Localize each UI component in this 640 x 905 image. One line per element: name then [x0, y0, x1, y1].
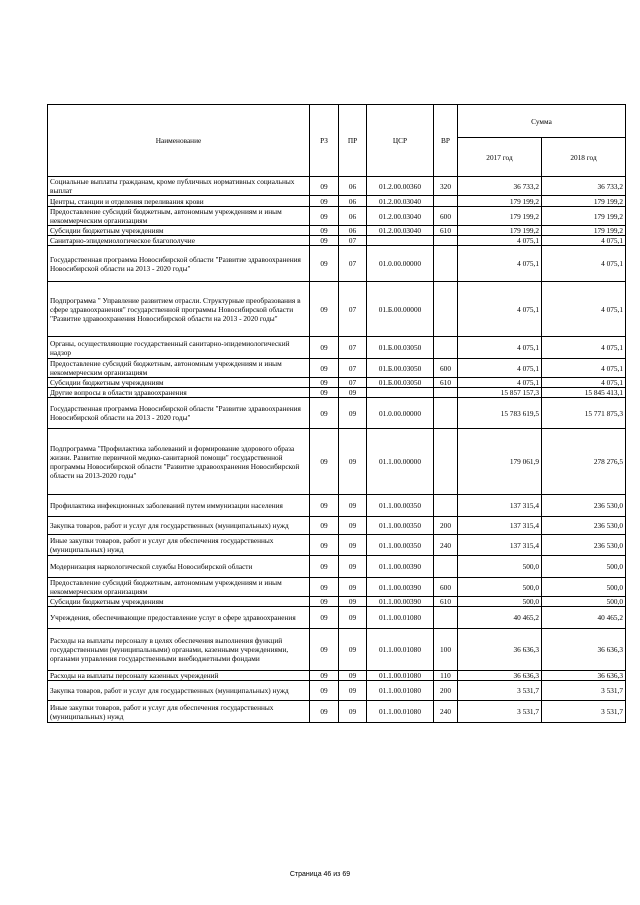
- cell-v2017: 4 075,1: [458, 359, 542, 378]
- cell-v2018: 36 636,3: [542, 629, 626, 671]
- cell-v2018: 4 075,1: [542, 378, 626, 388]
- cell-vr: [434, 495, 458, 517]
- cell-name: Учреждения, обеспечивающие предоставление услуг в сфере здравоохранения: [48, 607, 310, 629]
- cell-csr: 01.1.00.00390: [367, 556, 434, 578]
- cell-vr: [434, 607, 458, 629]
- cell-v2017: 137 315,4: [458, 535, 542, 556]
- cell-v2017: 3 531,7: [458, 701, 542, 723]
- table-row: [48, 177, 626, 196]
- table-row: [48, 556, 626, 578]
- cell-vr: [434, 429, 458, 495]
- cell-v2018: 236 530,0: [542, 535, 626, 556]
- header-vr: ВР: [434, 105, 458, 177]
- cell-rz: 09: [310, 517, 339, 535]
- cell-name: Предоставление субсидий бюджетным, автономным учреждениям и иным некоммерческим организациям: [48, 578, 310, 597]
- cell-name: Подпрограмма " Управление развитием отрасли. Структурные преобразования в сфере здравоохранения" государственной программы Новосибирской области "Развитие здравоохранения Новосибирской области на 2013 - 2020 годы": [48, 282, 310, 337]
- header-csr: ЦСР: [367, 105, 434, 177]
- cell-pr: 09: [339, 429, 367, 495]
- cell-csr: 01.2.00.03040: [367, 196, 434, 207]
- cell-v2018: 4 075,1: [542, 282, 626, 337]
- header-2017: 2017 год: [458, 138, 542, 177]
- table-row: [48, 517, 626, 535]
- cell-v2018: 4 075,1: [542, 337, 626, 359]
- cell-name: Субсидии бюджетным учреждениям: [48, 378, 310, 388]
- cell-vr: 110: [434, 671, 458, 681]
- cell-csr: 01.1.00.01080: [367, 671, 434, 681]
- cell-v2017: 500,0: [458, 556, 542, 578]
- cell-v2017: 179 199,2: [458, 196, 542, 207]
- cell-pr: 07: [339, 337, 367, 359]
- cell-rz: 09: [310, 282, 339, 337]
- table-row: [48, 681, 626, 701]
- cell-v2017: 4 075,1: [458, 246, 542, 282]
- cell-pr: 09: [339, 671, 367, 681]
- cell-rz: 09: [310, 429, 339, 495]
- table-row: [48, 701, 626, 723]
- cell-rz: 09: [310, 681, 339, 701]
- table-row: [48, 282, 626, 337]
- cell-v2017: 137 315,4: [458, 517, 542, 535]
- table-row: [48, 629, 626, 671]
- cell-name: Расходы на выплаты персоналу в целях обеспечения выполнения функций государственными (муниципальными) органами, казенными учреждениями, органами управления государственными внебюджетными фондами: [48, 629, 310, 671]
- cell-v2017: 179 199,2: [458, 207, 542, 226]
- cell-name: Иные закупки товаров, работ и услуг для обеспечения государственных (муниципальных) нужд: [48, 535, 310, 556]
- cell-csr: 01.Б.00.03050: [367, 337, 434, 359]
- cell-vr: [434, 196, 458, 207]
- cell-name: Иные закупки товаров, работ и услуг для обеспечения государственных (муниципальных) нужд: [48, 701, 310, 723]
- cell-csr: 01.Б.00.00000: [367, 282, 434, 337]
- cell-rz: 09: [310, 629, 339, 671]
- cell-name: Предоставление субсидий бюджетным, автономным учреждениям и иным некоммерческим организациям: [48, 359, 310, 378]
- cell-rz: 09: [310, 535, 339, 556]
- cell-vr: 200: [434, 681, 458, 701]
- cell-rz: 09: [310, 671, 339, 681]
- cell-pr: 09: [339, 556, 367, 578]
- cell-v2018: 179 199,2: [542, 207, 626, 226]
- table-row: [48, 207, 626, 226]
- table-row: [48, 226, 626, 236]
- cell-vr: 610: [434, 597, 458, 607]
- cell-pr: 07: [339, 359, 367, 378]
- cell-rz: 09: [310, 607, 339, 629]
- cell-vr: [434, 236, 458, 246]
- table-row: [48, 398, 626, 429]
- cell-vr: [434, 398, 458, 429]
- cell-pr: 09: [339, 681, 367, 701]
- cell-pr: 06: [339, 196, 367, 207]
- header-sum: Сумма: [458, 105, 626, 138]
- cell-v2018: 3 531,7: [542, 681, 626, 701]
- cell-v2018: 500,0: [542, 597, 626, 607]
- cell-v2017: 15 783 619,5: [458, 398, 542, 429]
- table-row: [48, 378, 626, 388]
- cell-vr: [434, 337, 458, 359]
- cell-pr: 09: [339, 701, 367, 723]
- cell-vr: 610: [434, 226, 458, 236]
- cell-csr: 01.1.00.00390: [367, 597, 434, 607]
- table-row: [48, 578, 626, 597]
- cell-name: Органы, осуществляющие государственный санитарно-эпидемиологический надзор: [48, 337, 310, 359]
- cell-rz: 09: [310, 388, 339, 398]
- cell-pr: 07: [339, 378, 367, 388]
- cell-pr: 09: [339, 607, 367, 629]
- cell-v2017: 36 733,2: [458, 177, 542, 196]
- cell-name: Другие вопросы в области здравоохранения: [48, 388, 310, 398]
- cell-csr: 01.1.00.01080: [367, 701, 434, 723]
- table-row: [48, 671, 626, 681]
- table-row: [48, 535, 626, 556]
- cell-name: Социальные выплаты гражданам, кроме публичных нормативных социальных выплат: [48, 177, 310, 196]
- cell-v2018: 179 199,2: [542, 226, 626, 236]
- cell-vr: 600: [434, 207, 458, 226]
- table-body: [48, 177, 626, 723]
- cell-csr: 01.1.00.00350: [367, 535, 434, 556]
- table-row: [48, 246, 626, 282]
- cell-name: Субсидии бюджетным учреждениям: [48, 226, 310, 236]
- cell-pr: 06: [339, 226, 367, 236]
- cell-v2018: 278 276,5: [542, 429, 626, 495]
- cell-name: Центры, станции и отделения переливания крови: [48, 196, 310, 207]
- header-rz: РЗ: [310, 105, 339, 177]
- cell-pr: 07: [339, 236, 367, 246]
- cell-csr: 01.2.00.03040: [367, 207, 434, 226]
- cell-name: Санитарно-эпидемиологическое благополучие: [48, 236, 310, 246]
- cell-rz: 09: [310, 246, 339, 282]
- cell-name: Закупка товаров, работ и услуг для государственных (муниципальных) нужд: [48, 681, 310, 701]
- cell-v2018: 4 075,1: [542, 236, 626, 246]
- table-row: [48, 359, 626, 378]
- cell-v2017: 40 465,2: [458, 607, 542, 629]
- cell-v2018: 500,0: [542, 578, 626, 597]
- cell-v2018: 500,0: [542, 556, 626, 578]
- cell-rz: 09: [310, 578, 339, 597]
- cell-rz: 09: [310, 196, 339, 207]
- cell-rz: 09: [310, 236, 339, 246]
- table-row: [48, 495, 626, 517]
- table-row: [48, 337, 626, 359]
- cell-csr: 01.1.00.01080: [367, 629, 434, 671]
- cell-vr: 240: [434, 701, 458, 723]
- cell-name: Субсидии бюджетным учреждениям: [48, 597, 310, 607]
- cell-v2017: 137 315,4: [458, 495, 542, 517]
- cell-rz: 09: [310, 359, 339, 378]
- cell-pr: 09: [339, 388, 367, 398]
- cell-pr: 09: [339, 495, 367, 517]
- cell-csr: 01.Б.00.03050: [367, 378, 434, 388]
- cell-v2018: 4 075,1: [542, 359, 626, 378]
- cell-v2018: 179 199,2: [542, 196, 626, 207]
- cell-vr: 200: [434, 517, 458, 535]
- budget-table: [47, 104, 626, 723]
- page-number: Страница 46 из 69: [289, 871, 351, 878]
- cell-v2017: 179 061,9: [458, 429, 542, 495]
- cell-pr: 07: [339, 246, 367, 282]
- cell-rz: 09: [310, 378, 339, 388]
- cell-vr: 610: [434, 378, 458, 388]
- cell-v2017: 4 075,1: [458, 378, 542, 388]
- cell-v2017: 500,0: [458, 578, 542, 597]
- cell-v2017: 15 857 157,3: [458, 388, 542, 398]
- cell-name: Государственная программа Новосибирской области "Развитие здравоохранения Новосибирской области на 2013 - 2020 годы": [48, 246, 310, 282]
- cell-v2017: 179 199,2: [458, 226, 542, 236]
- cell-pr: 06: [339, 177, 367, 196]
- cell-v2017: 36 636,3: [458, 671, 542, 681]
- header-2018: 2018 год: [542, 138, 626, 177]
- cell-pr: 09: [339, 398, 367, 429]
- cell-csr: 01.Б.00.03050: [367, 359, 434, 378]
- cell-rz: 09: [310, 701, 339, 723]
- table-row: [48, 607, 626, 629]
- cell-v2017: 4 075,1: [458, 236, 542, 246]
- cell-csr: 01.1.00.00390: [367, 578, 434, 597]
- cell-v2018: 36 636,3: [542, 671, 626, 681]
- cell-vr: 600: [434, 578, 458, 597]
- cell-rz: 09: [310, 207, 339, 226]
- cell-pr: 09: [339, 517, 367, 535]
- cell-rz: 09: [310, 337, 339, 359]
- cell-v2018: 236 530,0: [542, 517, 626, 535]
- cell-name: Подпрограмма "Профилактика заболеваний и формирование здорового образа жизни. Развитие первичной медико-санитарной помощи" государственной программы Новосибирской области "Развитие здравоохранения Новосибирской области на 2013-2020 годы": [48, 429, 310, 495]
- table-row: [48, 196, 626, 207]
- cell-vr: 320: [434, 177, 458, 196]
- cell-v2018: 4 075,1: [542, 246, 626, 282]
- cell-name: Государственная программа Новосибирской области "Развитие здравоохранения Новосибирской области на 2013 - 2020 годы": [48, 398, 310, 429]
- cell-name: Предоставление субсидий бюджетным, автономным учреждениям и иным некоммерческим организациям: [48, 207, 310, 226]
- cell-name: Расходы на выплаты персоналу казенных учреждений: [48, 671, 310, 681]
- cell-csr: 01.1.00.01080: [367, 681, 434, 701]
- cell-csr: 01.2.00.00360: [367, 177, 434, 196]
- table-row: [48, 236, 626, 246]
- cell-pr: 09: [339, 629, 367, 671]
- cell-csr: 01.1.00.00350: [367, 517, 434, 535]
- cell-vr: 100: [434, 629, 458, 671]
- cell-vr: [434, 556, 458, 578]
- cell-csr: 01.1.00.01080: [367, 607, 434, 629]
- cell-vr: [434, 282, 458, 337]
- cell-rz: 09: [310, 177, 339, 196]
- cell-rz: 09: [310, 226, 339, 236]
- cell-csr: 01.1.00.00000: [367, 429, 434, 495]
- cell-pr: 09: [339, 578, 367, 597]
- cell-csr: 01.1.00.00350: [367, 495, 434, 517]
- cell-v2018: 40 465,2: [542, 607, 626, 629]
- cell-csr: [367, 236, 434, 246]
- cell-pr: 09: [339, 597, 367, 607]
- cell-v2017: 4 075,1: [458, 282, 542, 337]
- cell-v2017: 4 075,1: [458, 337, 542, 359]
- cell-rz: 09: [310, 495, 339, 517]
- cell-csr: 01.0.00.00000: [367, 398, 434, 429]
- cell-name: Закупка товаров, работ и услуг для государственных (муниципальных) нужд: [48, 517, 310, 535]
- header-name: Наименование: [48, 105, 310, 177]
- table-row: [48, 597, 626, 607]
- table-row: [48, 429, 626, 495]
- cell-rz: 09: [310, 597, 339, 607]
- cell-name: Модернизация наркологической службы Новосибирской области: [48, 556, 310, 578]
- cell-vr: 600: [434, 359, 458, 378]
- cell-vr: 240: [434, 535, 458, 556]
- cell-pr: 07: [339, 282, 367, 337]
- cell-v2017: 36 636,3: [458, 629, 542, 671]
- table-row: [48, 388, 626, 398]
- cell-pr: 09: [339, 535, 367, 556]
- cell-name: Профилактика инфекционных заболеваний путем иммунизации населения: [48, 495, 310, 517]
- cell-v2017: 500,0: [458, 597, 542, 607]
- cell-rz: 09: [310, 556, 339, 578]
- header-pr: ПР: [339, 105, 367, 177]
- cell-v2017: 3 531,7: [458, 681, 542, 701]
- cell-pr: 06: [339, 207, 367, 226]
- cell-vr: [434, 388, 458, 398]
- cell-v2018: 36 733,2: [542, 177, 626, 196]
- cell-csr: 01.0.00.00000: [367, 246, 434, 282]
- cell-v2018: 15 771 875,3: [542, 398, 626, 429]
- cell-v2018: 236 530,0: [542, 495, 626, 517]
- cell-v2018: 3 531,7: [542, 701, 626, 723]
- cell-csr: 01.2.00.03040: [367, 226, 434, 236]
- cell-rz: 09: [310, 398, 339, 429]
- cell-vr: [434, 246, 458, 282]
- cell-csr: [367, 388, 434, 398]
- cell-v2018: 15 845 413,1: [542, 388, 626, 398]
